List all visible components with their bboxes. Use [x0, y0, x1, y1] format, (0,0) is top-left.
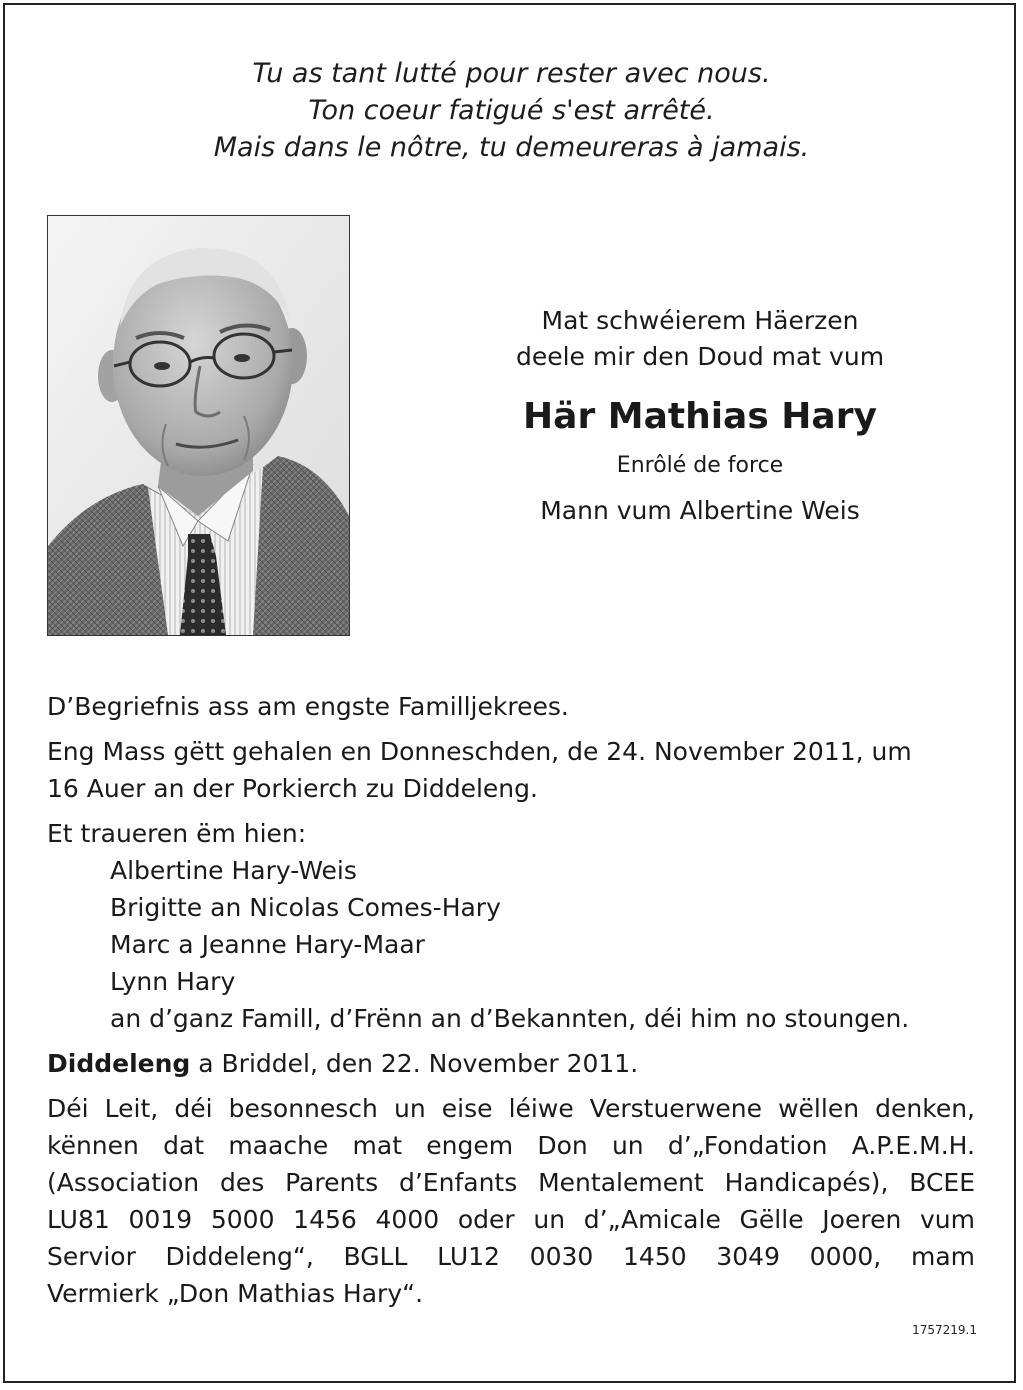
- poem: [0, 55, 1023, 166]
- mourner: Brigitte an Nicolas Comes-Hary: [110, 893, 501, 922]
- poem-line: Tu as tant lutté pour rester avec nous.: [252, 58, 771, 89]
- announcement-intro-line: deele mir den Doud mat vum: [515, 342, 885, 371]
- donation-line: Vermierk „Don Mathias Hary“.: [47, 1279, 424, 1308]
- deceased-subtitle: Enrôlé de force: [616, 453, 784, 478]
- mourner: an d’ganz Famill, d’Frënn an d’Bekannten, déi him no stoungen.: [110, 1004, 910, 1033]
- mass-line: 16 Auer an der Porkierch zu Diddeleng.: [47, 774, 538, 803]
- donation-line: Servior Diddeleng“, BGLL LU12 0030 1450 3049 0000, mam: [47, 1242, 975, 1271]
- mourners-list: [47, 852, 975, 1037]
- poem-line: Ton coeur fatigué s'est arrêté.: [308, 95, 715, 126]
- mourner: Albertine Hary-Weis: [110, 856, 357, 885]
- announcement-intro-line: Mat schwéierem Häerzen: [541, 306, 859, 335]
- donation-line: (Association des Parents d’Enfants Mentalement Handicapés), BCEE: [47, 1168, 975, 1197]
- place-bold: Diddeleng: [47, 1049, 191, 1078]
- poem-line: Mais dans le nôtre, tu demeureras à jamais.: [213, 132, 810, 163]
- deceased-relation: Mann vum Albertine Weis: [540, 496, 860, 525]
- donation-line: LU81 0019 5000 1456 4000 oder un d’„Amicale Gëlle Joeren vum: [47, 1205, 975, 1234]
- mass-line: Eng Mass gëtt gehalen en Donneschden, de 24. November 2011, um: [47, 737, 912, 766]
- mourner: Lynn Hary: [110, 967, 236, 996]
- place-date: [47, 1045, 975, 1082]
- portrait-photo: [47, 215, 350, 636]
- place-rest: a Briddel, den 22. November 2011.: [190, 1049, 639, 1078]
- portrait-illustration: [48, 216, 349, 635]
- reference-number: 1757219.1: [912, 1323, 977, 1337]
- deceased-name: Här Mathias Hary: [523, 396, 877, 437]
- donation-line: Déi Leit, déi besonnesch un eise léiwe Verstuerwene wëllen denken,: [47, 1094, 975, 1123]
- mourner: Marc a Jeanne Hary-Maar: [110, 930, 425, 959]
- donation-line: kënnen dat maache mat engem Don un d’„Fondation A.P.E.M.H.: [47, 1131, 975, 1160]
- mourners-intro: Et traueren ëm hien:: [47, 819, 307, 848]
- obituary-details: [47, 688, 975, 1312]
- funeral-notice: D’Begriefnis ass am engste Familljekrees.: [47, 692, 569, 721]
- announcement: [430, 303, 970, 527]
